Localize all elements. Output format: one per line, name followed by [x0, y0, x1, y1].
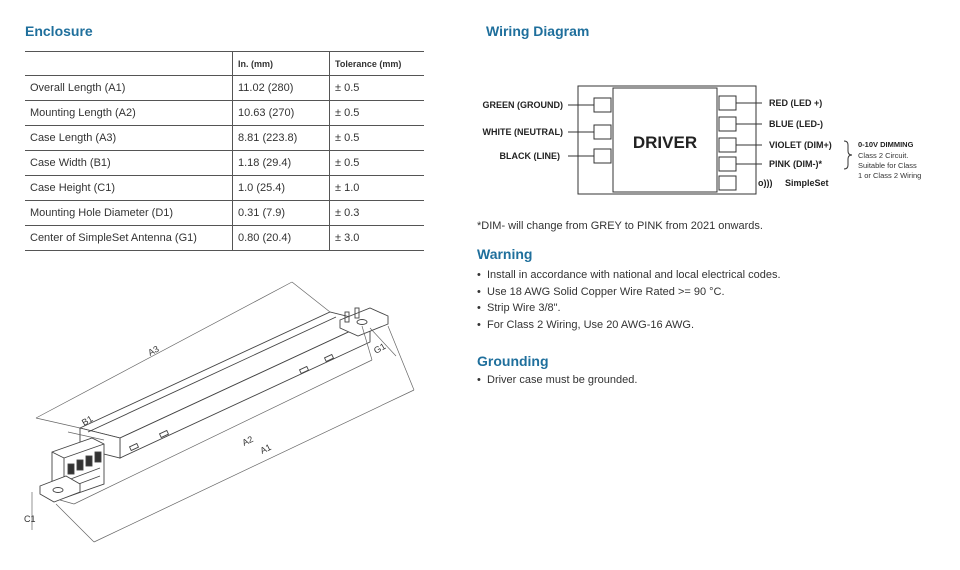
label-c1: C1 [24, 514, 36, 524]
wire-label-violet: VIOLET (DIM+) [769, 140, 832, 150]
enclosure-title: Enclosure [25, 23, 93, 39]
wire-label-line: BLACK (LINE) [499, 151, 560, 161]
column-header-tolerance: Tolerance (mm) [330, 52, 425, 76]
wiring-diagram-title: Wiring Diagram [486, 23, 590, 39]
dimming-note-line: Suitable for Class [858, 161, 917, 170]
row-tolerance: ± 0.5 [330, 151, 425, 176]
row-value: 0.80 (20.4) [233, 226, 330, 251]
row-name: Case Height (C1) [25, 176, 233, 201]
list-item: • Driver case must be grounded. [477, 374, 638, 386]
table-row [25, 151, 424, 176]
table-row [25, 176, 424, 201]
row-tolerance: ± 0.3 [330, 201, 425, 226]
warning-title: Warning [477, 246, 533, 262]
table-row [25, 201, 424, 226]
label-g1: G1 [372, 341, 388, 356]
list-item: • Strip Wire 3/8". [477, 302, 561, 314]
row-name: Mounting Length (A2) [25, 101, 233, 126]
row-tolerance: ± 3.0 [330, 226, 425, 251]
dimming-title: 0-10V DIMMING [858, 140, 914, 149]
row-tolerance: ± 0.5 [330, 101, 425, 126]
dim-color-note: *DIM- will change from GREY to PINK from 2021 onwards. [477, 220, 763, 232]
grounding-title: Grounding [477, 353, 549, 369]
row-value: 1.18 (29.4) [233, 151, 330, 176]
wiring-diagram [470, 80, 950, 210]
label-a2: A2 [240, 433, 255, 448]
enclosure-table [25, 51, 424, 251]
row-name: Mounting Hole Diameter (D1) [25, 201, 233, 226]
row-value: 8.81 (223.8) [233, 126, 330, 151]
column-header-inches-mm: In. (mm) [233, 52, 330, 76]
wire-label-neutral: WHITE (NEUTRAL) [482, 127, 563, 137]
row-value: 1.0 (25.4) [233, 176, 330, 201]
label-a3: A3 [146, 343, 161, 358]
driver-case-drawing [0, 260, 460, 560]
dimming-note-line: 1 or Class 2 Wiring [858, 171, 922, 180]
table-header-row [25, 52, 424, 76]
warning-list [477, 267, 781, 333]
wire-label-ground: GREEN (GROUND) [482, 100, 563, 110]
row-name: Case Width (B1) [25, 151, 233, 176]
row-tolerance: ± 1.0 [330, 176, 425, 201]
wifi-icon: o))) [758, 178, 773, 188]
case-top-face [80, 312, 370, 438]
row-name: Overall Length (A1) [25, 76, 233, 101]
row-value: 11.02 (280) [233, 76, 330, 101]
simpleset-label: SimpleSet [785, 178, 829, 188]
row-value: 10.63 (270) [233, 101, 330, 126]
driver-label: DRIVER [632, 133, 698, 152]
row-tolerance: ± 0.5 [330, 126, 425, 151]
grounding-list [477, 372, 637, 389]
row-tolerance: ± 0.5 [330, 76, 425, 101]
dimming-brace [844, 141, 852, 169]
wire-label-pink: PINK (DIM-)* [769, 159, 822, 169]
row-name: Case Length (A3) [25, 126, 233, 151]
table-row [25, 126, 424, 151]
wire-label-blue: BLUE (LED-) [769, 119, 823, 129]
dimming-note-line: Class 2 Circuit. [858, 151, 909, 160]
list-item: • For Class 2 Wiring, Use 20 AWG-16 AWG. [477, 318, 695, 331]
column-header-name [25, 52, 233, 76]
table-row [25, 101, 424, 126]
label-a1: A1 [258, 441, 273, 456]
table-row [25, 226, 424, 251]
list-item: • Install in accordance with national and local electrical codes. [477, 269, 781, 281]
wire-label-red: RED (LED +) [769, 98, 823, 108]
table-row [25, 76, 424, 101]
list-item: • Use 18 AWG Solid Copper Wire Rated >= 90 °C. [477, 285, 725, 298]
row-value: 0.31 (7.9) [233, 201, 330, 226]
row-name: Center of SimpleSet Antenna (G1) [25, 226, 233, 251]
label-b1: B1 [80, 413, 95, 428]
